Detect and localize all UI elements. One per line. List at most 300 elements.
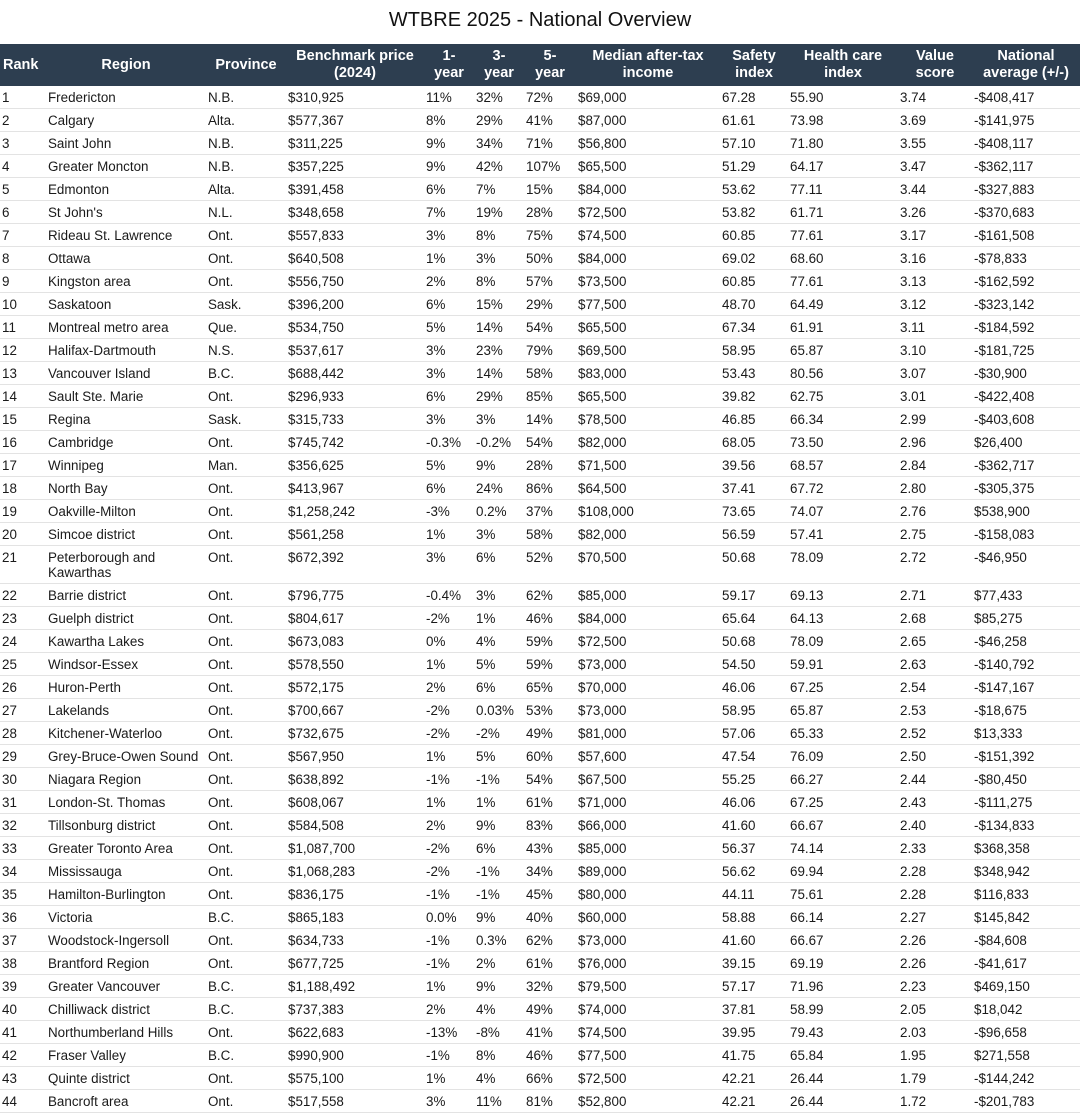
benchmark-price-cell: $673,083: [286, 630, 424, 653]
median-income-cell: $72,500: [576, 1067, 720, 1090]
province-cell: Ont.: [206, 722, 286, 745]
five-year-cell: 14%: [524, 408, 576, 431]
three-year-cell: 2%: [474, 952, 524, 975]
one-year-cell: 1%: [424, 745, 474, 768]
value-score-cell: 1.79: [898, 1067, 972, 1090]
one-year-cell: 1%: [424, 653, 474, 676]
median-income-cell: $108,000: [576, 500, 720, 523]
three-year-cell: 8%: [474, 224, 524, 247]
benchmark-price-cell: $737,383: [286, 998, 424, 1021]
safety-index-cell: 67.34: [720, 316, 788, 339]
rank-cell: 27: [0, 699, 46, 722]
value-score-cell: 2.43: [898, 791, 972, 814]
table-row: [0, 224, 1080, 247]
five-year-cell: 59%: [524, 630, 576, 653]
median-income-cell: $70,000: [576, 676, 720, 699]
median-income-cell: $71,500: [576, 454, 720, 477]
rank-cell: 17: [0, 454, 46, 477]
benchmark-price-cell: $578,550: [286, 653, 424, 676]
three-year-cell: 14%: [474, 362, 524, 385]
three-year-cell: 19%: [474, 201, 524, 224]
rank-cell: 23: [0, 607, 46, 630]
health-care-index-cell: 71.96: [788, 975, 898, 998]
report-title: WTBRE 2025 - National Overview: [388, 9, 692, 31]
table-row: [0, 408, 1080, 431]
five-year-cell: 34%: [524, 860, 576, 883]
safety-index-cell: 65.64: [720, 607, 788, 630]
region-cell: Vancouver Island: [46, 362, 206, 385]
national-average-cell: -$408,417: [972, 86, 1080, 109]
three-year-cell: 4%: [474, 998, 524, 1021]
one-year-cell: 6%: [424, 385, 474, 408]
province-cell: N.S.: [206, 339, 286, 362]
median-income-cell: $82,000: [576, 523, 720, 546]
benchmark-price-cell: $638,892: [286, 768, 424, 791]
health-care-index-cell: 65.87: [788, 699, 898, 722]
one-year-cell: 0.0%: [424, 906, 474, 929]
safety-index-cell: 61.61: [720, 109, 788, 132]
table-row: [0, 270, 1080, 293]
value-score-cell: 3.69: [898, 109, 972, 132]
national-average-cell: $271,558: [972, 1044, 1080, 1067]
rank-cell: 43: [0, 1067, 46, 1090]
region-cell: Halifax-Dartmouth: [46, 339, 206, 362]
value-score-cell: 2.28: [898, 860, 972, 883]
province-cell: Alta.: [206, 109, 286, 132]
national-average-cell: $469,150: [972, 975, 1080, 998]
five-year-cell: 46%: [524, 607, 576, 630]
value-score-cell: 2.27: [898, 906, 972, 929]
value-score-cell: 3.16: [898, 247, 972, 270]
median-income-cell: $80,000: [576, 883, 720, 906]
table-row: [0, 584, 1080, 607]
region-cell: Fredericton: [46, 86, 206, 109]
health-care-index-cell: 66.67: [788, 814, 898, 837]
benchmark-price-cell: $356,625: [286, 454, 424, 477]
median-income-cell: $77,500: [576, 1044, 720, 1067]
province-cell: Ont.: [206, 607, 286, 630]
national-average-cell: -$323,142: [972, 293, 1080, 316]
safety-index-cell: 56.37: [720, 837, 788, 860]
one-year-cell: -1%: [424, 883, 474, 906]
health-care-index-cell: 65.87: [788, 339, 898, 362]
safety-index-cell: 41.60: [720, 929, 788, 952]
median-income-cell: $65,500: [576, 155, 720, 178]
health-care-index-cell: 74.07: [788, 500, 898, 523]
safety-index-cell: 39.82: [720, 385, 788, 408]
five-year-cell: 49%: [524, 998, 576, 1021]
table-row: [0, 431, 1080, 454]
benchmark-price-cell: $672,392: [286, 546, 424, 584]
region-cell: Simcoe district: [46, 523, 206, 546]
province-cell: B.C.: [206, 998, 286, 1021]
value-score-cell: 3.74: [898, 86, 972, 109]
median-income-cell: $65,500: [576, 316, 720, 339]
header-rank: Rank: [0, 44, 46, 86]
rank-cell: 2: [0, 109, 46, 132]
region-cell: Calgary: [46, 109, 206, 132]
median-income-cell: $67,500: [576, 768, 720, 791]
value-score-cell: 2.53: [898, 699, 972, 722]
three-year-cell: 4%: [474, 630, 524, 653]
value-score-cell: 3.13: [898, 270, 972, 293]
one-year-cell: 1%: [424, 523, 474, 546]
health-care-index-cell: 69.94: [788, 860, 898, 883]
rank-cell: 44: [0, 1090, 46, 1113]
province-cell: Ont.: [206, 929, 286, 952]
one-year-cell: 9%: [424, 132, 474, 155]
one-year-cell: 3%: [424, 224, 474, 247]
table-row: [0, 201, 1080, 224]
province-cell: N.B.: [206, 86, 286, 109]
value-score-cell: 2.44: [898, 768, 972, 791]
national-average-cell: -$403,608: [972, 408, 1080, 431]
national-average-cell: -$46,258: [972, 630, 1080, 653]
region-cell: Saint John: [46, 132, 206, 155]
national-average-cell: -$141,975: [972, 109, 1080, 132]
benchmark-price-cell: $577,367: [286, 109, 424, 132]
health-care-index-cell: 67.72: [788, 477, 898, 500]
table-row: [0, 837, 1080, 860]
province-cell: N.B.: [206, 132, 286, 155]
header-national-average: National average (+/-): [972, 44, 1080, 86]
benchmark-price-cell: $557,833: [286, 224, 424, 247]
region-cell: Greater Moncton: [46, 155, 206, 178]
national-average-cell: -$158,083: [972, 523, 1080, 546]
national-average-cell: $18,042: [972, 998, 1080, 1021]
three-year-cell: -1%: [474, 768, 524, 791]
table-row: [0, 722, 1080, 745]
median-income-cell: $78,500: [576, 408, 720, 431]
five-year-cell: 71%: [524, 132, 576, 155]
header-safety-index: Safety index: [720, 44, 788, 86]
health-care-index-cell: 80.56: [788, 362, 898, 385]
benchmark-price-cell: $575,100: [286, 1067, 424, 1090]
five-year-cell: 60%: [524, 745, 576, 768]
one-year-cell: 1%: [424, 975, 474, 998]
table-row: [0, 607, 1080, 630]
three-year-cell: 5%: [474, 653, 524, 676]
rank-cell: 37: [0, 929, 46, 952]
health-care-index-cell: 68.57: [788, 454, 898, 477]
three-year-cell: 29%: [474, 385, 524, 408]
median-income-cell: $73,000: [576, 653, 720, 676]
province-cell: Ont.: [206, 1021, 286, 1044]
one-year-cell: -0.4%: [424, 584, 474, 607]
health-care-index-cell: 77.61: [788, 270, 898, 293]
table-row: [0, 745, 1080, 768]
five-year-cell: 58%: [524, 362, 576, 385]
rank-cell: 14: [0, 385, 46, 408]
region-cell: Sault Ste. Marie: [46, 385, 206, 408]
table-row: [0, 316, 1080, 339]
median-income-cell: $57,600: [576, 745, 720, 768]
safety-index-cell: 67.28: [720, 86, 788, 109]
safety-index-cell: 57.06: [720, 722, 788, 745]
benchmark-price-cell: $572,175: [286, 676, 424, 699]
health-care-index-cell: 74.14: [788, 837, 898, 860]
region-cell: Huron-Perth: [46, 676, 206, 699]
national-average-cell: -$327,883: [972, 178, 1080, 201]
header-benchmark-price: Benchmark price (2024): [286, 44, 424, 86]
region-cell: Greater Toronto Area: [46, 837, 206, 860]
region-cell: Mississauga: [46, 860, 206, 883]
region-cell: Kawartha Lakes: [46, 630, 206, 653]
five-year-cell: 62%: [524, 929, 576, 952]
value-score-cell: 3.07: [898, 362, 972, 385]
benchmark-price-cell: $1,087,700: [286, 837, 424, 860]
table-row: [0, 929, 1080, 952]
region-cell: St John's: [46, 201, 206, 224]
safety-index-cell: 46.06: [720, 676, 788, 699]
province-cell: Ont.: [206, 431, 286, 454]
header-value-score: Value score: [898, 44, 972, 86]
national-average-cell: -$162,592: [972, 270, 1080, 293]
three-year-cell: 3%: [474, 247, 524, 270]
benchmark-price-cell: $688,442: [286, 362, 424, 385]
national-average-cell: $145,842: [972, 906, 1080, 929]
one-year-cell: 7%: [424, 201, 474, 224]
province-cell: Ont.: [206, 699, 286, 722]
safety-index-cell: 39.95: [720, 1021, 788, 1044]
median-income-cell: $74,500: [576, 224, 720, 247]
benchmark-price-cell: $1,258,242: [286, 500, 424, 523]
three-year-cell: 7%: [474, 178, 524, 201]
national-average-cell: $538,900: [972, 500, 1080, 523]
table-row: [0, 362, 1080, 385]
median-income-cell: $74,000: [576, 998, 720, 1021]
safety-index-cell: 50.68: [720, 630, 788, 653]
rank-cell: 34: [0, 860, 46, 883]
table-row: [0, 385, 1080, 408]
safety-index-cell: 51.29: [720, 155, 788, 178]
one-year-cell: 6%: [424, 477, 474, 500]
value-score-cell: 2.75: [898, 523, 972, 546]
five-year-cell: 85%: [524, 385, 576, 408]
national-average-cell: -$78,833: [972, 247, 1080, 270]
region-cell: Oakville-Milton: [46, 500, 206, 523]
rank-cell: 16: [0, 431, 46, 454]
three-year-cell: 6%: [474, 837, 524, 860]
rank-cell: 9: [0, 270, 46, 293]
region-cell: Woodstock-Ingersoll: [46, 929, 206, 952]
five-year-cell: 41%: [524, 109, 576, 132]
one-year-cell: 9%: [424, 155, 474, 178]
benchmark-price-cell: $296,933: [286, 385, 424, 408]
value-score-cell: 3.55: [898, 132, 972, 155]
three-year-cell: 0.03%: [474, 699, 524, 722]
median-income-cell: $89,000: [576, 860, 720, 883]
health-care-index-cell: 71.80: [788, 132, 898, 155]
health-care-index-cell: 73.50: [788, 431, 898, 454]
median-income-cell: $71,000: [576, 791, 720, 814]
region-cell: Peterborough and Kawarthas: [46, 546, 206, 584]
rank-cell: 35: [0, 883, 46, 906]
benchmark-price-cell: $413,967: [286, 477, 424, 500]
health-care-index-cell: 66.67: [788, 929, 898, 952]
benchmark-price-cell: $677,725: [286, 952, 424, 975]
rank-cell: 36: [0, 906, 46, 929]
health-care-index-cell: 68.60: [788, 247, 898, 270]
three-year-cell: 32%: [474, 86, 524, 109]
one-year-cell: 3%: [424, 408, 474, 431]
three-year-cell: 9%: [474, 975, 524, 998]
rank-cell: 30: [0, 768, 46, 791]
five-year-cell: 54%: [524, 768, 576, 791]
health-care-index-cell: 78.09: [788, 630, 898, 653]
rank-cell: 13: [0, 362, 46, 385]
region-cell: Bancroft area: [46, 1090, 206, 1113]
median-income-cell: $84,000: [576, 178, 720, 201]
rank-cell: 24: [0, 630, 46, 653]
rank-cell: 10: [0, 293, 46, 316]
five-year-cell: 61%: [524, 791, 576, 814]
region-cell: Tillsonburg district: [46, 814, 206, 837]
five-year-cell: 50%: [524, 247, 576, 270]
one-year-cell: -2%: [424, 860, 474, 883]
health-care-index-cell: 75.61: [788, 883, 898, 906]
rank-cell: 1: [0, 86, 46, 109]
value-score-cell: 2.23: [898, 975, 972, 998]
national-average-cell: -$181,725: [972, 339, 1080, 362]
three-year-cell: -2%: [474, 722, 524, 745]
safety-index-cell: 53.62: [720, 178, 788, 201]
table-row: [0, 546, 1080, 584]
header-median-income: Median after-tax income: [576, 44, 720, 86]
value-score-cell: 2.71: [898, 584, 972, 607]
national-average-cell: $13,333: [972, 722, 1080, 745]
benchmark-price-cell: $567,950: [286, 745, 424, 768]
safety-index-cell: 69.02: [720, 247, 788, 270]
three-year-cell: 24%: [474, 477, 524, 500]
national-average-cell: -$362,717: [972, 454, 1080, 477]
three-year-cell: 9%: [474, 906, 524, 929]
safety-index-cell: 37.41: [720, 477, 788, 500]
table-row: [0, 791, 1080, 814]
one-year-cell: -13%: [424, 1021, 474, 1044]
province-cell: B.C.: [206, 1044, 286, 1067]
safety-index-cell: 57.17: [720, 975, 788, 998]
value-score-cell: 2.99: [898, 408, 972, 431]
region-cell: Guelph district: [46, 607, 206, 630]
table-row: [0, 86, 1080, 109]
benchmark-price-cell: $311,225: [286, 132, 424, 155]
benchmark-price-cell: $348,658: [286, 201, 424, 224]
safety-index-cell: 56.59: [720, 523, 788, 546]
five-year-cell: 29%: [524, 293, 576, 316]
region-cell: Kingston area: [46, 270, 206, 293]
national-average-cell: $116,833: [972, 883, 1080, 906]
value-score-cell: 3.12: [898, 293, 972, 316]
region-cell: Victoria: [46, 906, 206, 929]
health-care-index-cell: 61.91: [788, 316, 898, 339]
national-average-cell: -$134,833: [972, 814, 1080, 837]
province-cell: Que.: [206, 316, 286, 339]
value-score-cell: 3.47: [898, 155, 972, 178]
median-income-cell: $84,000: [576, 247, 720, 270]
three-year-cell: 6%: [474, 546, 524, 584]
national-average-cell: -$111,275: [972, 791, 1080, 814]
median-income-cell: $84,000: [576, 607, 720, 630]
region-cell: Kitchener-Waterloo: [46, 722, 206, 745]
safety-index-cell: 46.06: [720, 791, 788, 814]
value-score-cell: 2.65: [898, 630, 972, 653]
benchmark-price-cell: $1,068,283: [286, 860, 424, 883]
five-year-cell: 41%: [524, 1021, 576, 1044]
five-year-cell: 49%: [524, 722, 576, 745]
three-year-cell: 9%: [474, 814, 524, 837]
one-year-cell: 5%: [424, 316, 474, 339]
benchmark-price-cell: $517,558: [286, 1090, 424, 1113]
safety-index-cell: 50.68: [720, 546, 788, 584]
province-cell: Sask.: [206, 408, 286, 431]
table-row: [0, 952, 1080, 975]
five-year-cell: 72%: [524, 86, 576, 109]
one-year-cell: 8%: [424, 109, 474, 132]
benchmark-price-cell: $865,183: [286, 906, 424, 929]
table-row: [0, 653, 1080, 676]
province-cell: B.C.: [206, 975, 286, 998]
five-year-cell: 58%: [524, 523, 576, 546]
value-score-cell: 2.40: [898, 814, 972, 837]
safety-index-cell: 41.75: [720, 1044, 788, 1067]
table-row: [0, 293, 1080, 316]
province-cell: Ont.: [206, 630, 286, 653]
one-year-cell: -3%: [424, 500, 474, 523]
one-year-cell: 2%: [424, 676, 474, 699]
five-year-cell: 28%: [524, 454, 576, 477]
median-income-cell: $69,500: [576, 339, 720, 362]
three-year-cell: -1%: [474, 860, 524, 883]
one-year-cell: -2%: [424, 607, 474, 630]
three-year-cell: 1%: [474, 791, 524, 814]
province-cell: Ont.: [206, 653, 286, 676]
table-row: [0, 906, 1080, 929]
five-year-cell: 59%: [524, 653, 576, 676]
value-score-cell: 2.72: [898, 546, 972, 584]
median-income-cell: $64,500: [576, 477, 720, 500]
province-cell: Ont.: [206, 860, 286, 883]
region-cell: Windsor-Essex: [46, 653, 206, 676]
five-year-cell: 40%: [524, 906, 576, 929]
five-year-cell: 43%: [524, 837, 576, 860]
three-year-cell: 15%: [474, 293, 524, 316]
one-year-cell: -1%: [424, 1044, 474, 1067]
header-province: Province: [206, 44, 286, 86]
region-cell: Regina: [46, 408, 206, 431]
province-cell: Ont.: [206, 500, 286, 523]
table-row: [0, 454, 1080, 477]
rank-cell: 4: [0, 155, 46, 178]
national-average-cell: -$201,783: [972, 1090, 1080, 1113]
benchmark-price-cell: $1,188,492: [286, 975, 424, 998]
value-score-cell: 2.76: [898, 500, 972, 523]
health-care-index-cell: 66.27: [788, 768, 898, 791]
table-row: [0, 630, 1080, 653]
rank-cell: 29: [0, 745, 46, 768]
safety-index-cell: 56.62: [720, 860, 788, 883]
value-score-cell: 3.26: [898, 201, 972, 224]
benchmark-price-cell: $357,225: [286, 155, 424, 178]
national-average-cell: -$41,617: [972, 952, 1080, 975]
health-care-index-cell: 57.41: [788, 523, 898, 546]
three-year-cell: -1%: [474, 883, 524, 906]
rank-cell: 18: [0, 477, 46, 500]
five-year-cell: 28%: [524, 201, 576, 224]
five-year-cell: 37%: [524, 500, 576, 523]
three-year-cell: 0.3%: [474, 929, 524, 952]
health-care-index-cell: 78.09: [788, 546, 898, 584]
